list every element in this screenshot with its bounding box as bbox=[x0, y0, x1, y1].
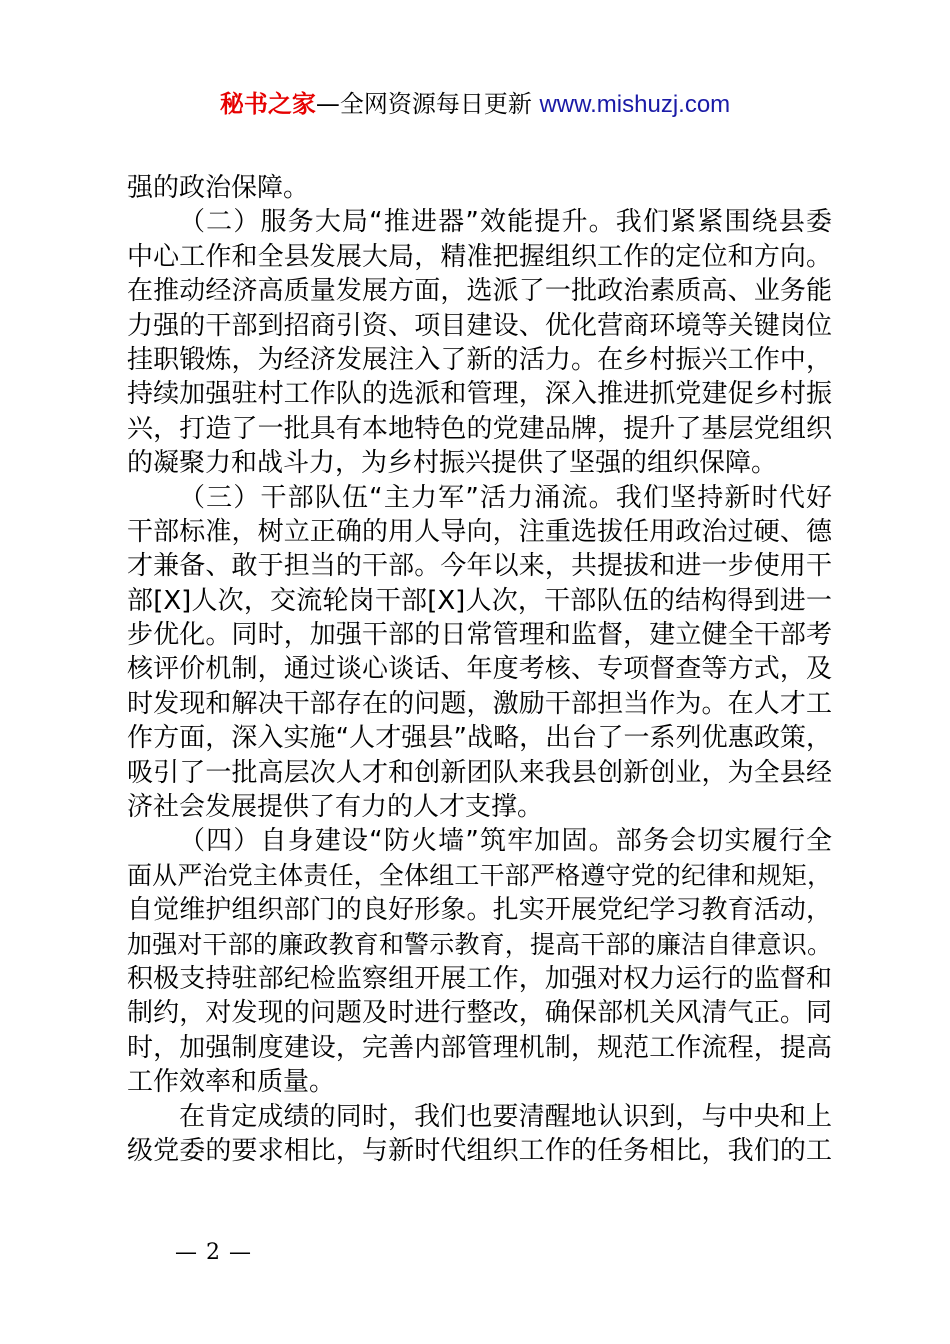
text-line: 挂职锻炼，为经济发展注入了新的活力。在乡村振兴工作中， bbox=[127, 344, 832, 375]
text-line: 中心工作和全县发展大局，精准把握组织工作的定位和方向。 bbox=[127, 241, 832, 272]
paragraph-heading-line: （四）自身建设“防火墙”筑牢加固。部务会切实履行全 bbox=[179, 826, 832, 857]
text-line: 制约，对发现的问题及时进行整改，确保部机关风清气正。同 bbox=[127, 998, 832, 1029]
text-line: 步优化。同时，加强干部的日常管理和监督，建立健全干部考 bbox=[127, 620, 832, 651]
text-line: 在推动经济高质量发展方面，选派了一批政治素质高、业务能 bbox=[127, 276, 832, 307]
text-line: 自觉维护组织部门的良好形象。扎实开展党纪学习教育活动， bbox=[127, 895, 832, 926]
site-brand: 秘书之家 bbox=[219, 90, 316, 118]
text-line: 时，加强制度建设，完善内部管理机制，规范工作流程，提高 bbox=[127, 1032, 832, 1063]
text-line: 持续加强驻村工作队的选派和管理，深入推进抓党建促乡村振 bbox=[127, 379, 832, 410]
document-body bbox=[127, 171, 832, 1168]
text-line: 干部标准，树立正确的用人导向，注重选拔任用政治过硬、德 bbox=[127, 516, 832, 547]
text-line: 的凝聚力和战斗力，为乡村振兴提供了坚强的组织保障。 bbox=[127, 448, 778, 479]
text-line: 积极支持驻部纪检监察组开展工作，加强对权力运行的监督和 bbox=[127, 963, 832, 994]
text-line: 强的政治保障。 bbox=[127, 173, 310, 203]
text-line: 部[X]人次，交流轮岗干部[X]人次，干部队伍的结构得到进一 bbox=[127, 585, 832, 616]
text-line: 才兼备、敢于担当的干部。今年以来，共提拔和进一步使用干 bbox=[127, 551, 832, 582]
text-line: 兴，打造了一批具有本地特色的党建品牌，提升了基层党组织 bbox=[127, 413, 832, 444]
text-line: 济社会发展提供了有力的人才支撑。 bbox=[127, 792, 544, 823]
text-line: 核评价机制，通过谈心谈话、年度考核、专项督查等方式，及 bbox=[127, 654, 832, 685]
text-line: 作方面，深入实施“人才强县”战略，出台了一系列优惠政策， bbox=[127, 723, 832, 754]
text-line: 加强对干部的廉政教育和警示教育，提高干部的廉洁自律意识。 bbox=[127, 929, 832, 959]
paragraph-heading-line: （二）服务大局“推进器”效能提升。我们紧紧围绕县委 bbox=[179, 207, 832, 238]
site-url-link[interactable]: www.mishuzj.com bbox=[539, 91, 731, 118]
paragraph-heading-line: （三）干部队伍“主力军”活力涌流。我们坚持新时代好 bbox=[179, 482, 832, 513]
page-number: — 2 — bbox=[175, 1240, 252, 1265]
text-line: 吸引了一批高层次人才和创新团队来我县创新创业，为全县经 bbox=[127, 757, 832, 788]
text-line: 工作效率和质量。 bbox=[127, 1067, 336, 1098]
text-line: 力强的干部到招商引资、项目建设、优化营商环境等关键岗位 bbox=[127, 310, 832, 341]
site-slogan: —全网资源每日更新 bbox=[315, 90, 540, 118]
text-line: 面从严治党主体责任，全体组工干部严格遵守党的纪律和规矩， bbox=[127, 860, 832, 890]
text-line: 时发现和解决干部存在的问题，激励干部担当作为。在人才工 bbox=[127, 688, 832, 719]
text-line: 级党委的要求相比，与新时代组织工作的任务相比，我们的工 bbox=[127, 1135, 832, 1166]
paragraph-first-line: 在肯定成绩的同时，我们也要清醒地认识到，与中央和上 bbox=[179, 1101, 832, 1132]
site-header bbox=[0, 86, 950, 123]
